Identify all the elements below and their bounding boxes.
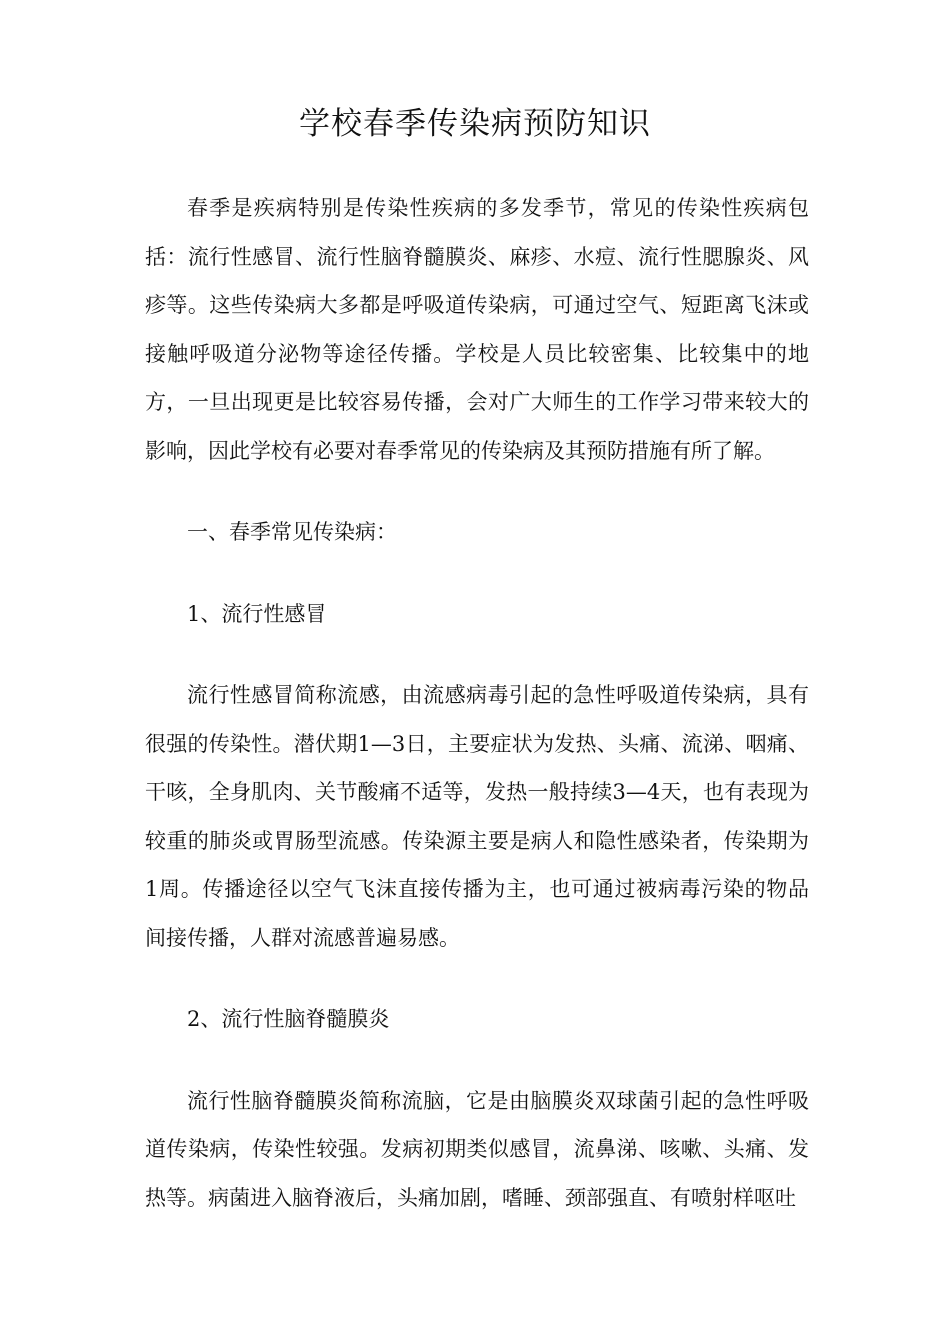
document-body xyxy=(145,184,809,1222)
meningitis-paragraph: 流行性脑脊髓膜炎简称流脑，它是由脑膜炎双球菌引起的急性呼吸道传染病，传染性较强。发病初期类似感冒，流鼻涕、咳嗽、头痛、发热等。病菌进入脑脊液后，头痛加剧，嗜睡、颈部强直、有喷射样呕吐 xyxy=(145,1088,809,1210)
intro-paragraph: 春季是疾病特别是传染性疾病的多发季节，常见的传染性疾病包括：流行性感冒、流行性脑脊髓膜炎、麻疹、水痘、流行性腮腺炎、风疹等。这些传染病大多都是呼吸道传染病，可通过空气、短距离飞沫或接触呼吸道分泌物等途径传播。学校是人员比较密集、比较集中的地方，一旦出现更是比较容易传播，会对广大师生的工作学习带来较大的影响，因此学校有必要对春季常见的传染病及其预防措施有所了解。 xyxy=(145,196,809,463)
item-heading-meningitis: 2、流行性脑脊髓膜炎 xyxy=(187,1007,390,1031)
item-heading-influenza: 1、流行性感冒 xyxy=(187,601,327,626)
influenza-paragraph: 流行性感冒简称流感，由流感病毒引起的急性呼吸道传染病，具有很强的传染性。潜伏期1—3日，主要症状为发热、头痛、流涕、咽痛、干咳，全身肌肉、关节酸痛不适等，发热一般持续3—4天，也有表现为较重的肺炎或胃肠型流感。传染源主要是病人和隐性感染者，传染期为1周。传播途径以空气飞沫直接传播为主，也可通过被病毒污染的物品间接传播，人群对流感普遍易感。 xyxy=(145,683,809,950)
section-heading: 一、春季常见传染病： xyxy=(187,520,397,544)
document-title: 学校春季传染病预防知识 xyxy=(299,106,651,142)
